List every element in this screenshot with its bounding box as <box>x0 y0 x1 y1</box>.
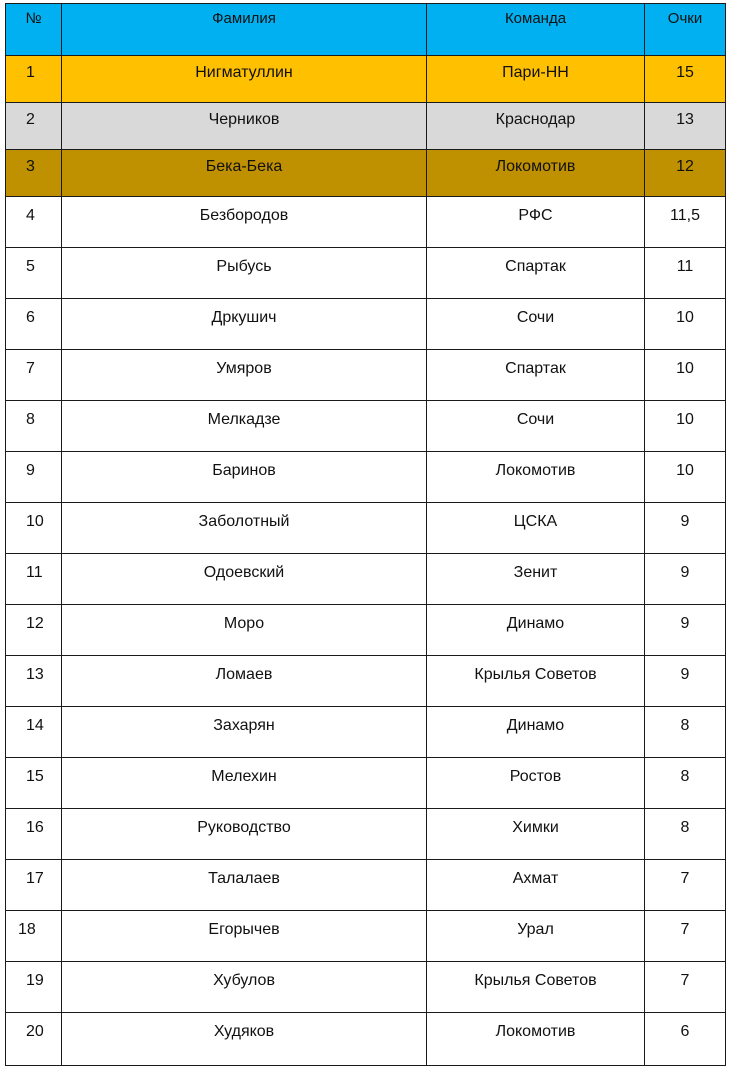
row-team: Урал <box>427 911 645 962</box>
row-team: Крылья Советов <box>427 962 645 1013</box>
table-row <box>6 56 726 103</box>
row-name: Хубулов <box>62 962 427 1013</box>
row-name: Моро <box>62 605 427 656</box>
table-row <box>6 860 726 911</box>
row-team: Крылья Советов <box>427 656 645 707</box>
row-num: 12 <box>6 605 62 656</box>
row-points: 9 <box>645 656 726 707</box>
row-name: Мелкадзе <box>62 401 427 452</box>
row-num: 18 <box>6 911 62 962</box>
row-name: Дркушич <box>62 299 427 350</box>
row-points: 9 <box>645 605 726 656</box>
row-name: Баринов <box>62 452 427 503</box>
row-name: Егорычев <box>62 911 427 962</box>
row-team: Сочи <box>427 401 645 452</box>
row-name: Руководство <box>62 809 427 860</box>
row-points: 7 <box>645 911 726 962</box>
row-points: 11 <box>645 248 726 299</box>
row-team: Сочи <box>427 299 645 350</box>
header-team: Команда <box>427 4 645 56</box>
table-row <box>6 452 726 503</box>
row-name: Черников <box>62 103 427 150</box>
row-points: 10 <box>645 299 726 350</box>
table-row <box>6 911 726 962</box>
row-num: 17 <box>6 860 62 911</box>
row-num: 10 <box>6 503 62 554</box>
row-team: Спартак <box>427 248 645 299</box>
row-points: 13 <box>645 103 726 150</box>
row-points: 10 <box>645 350 726 401</box>
row-num: 9 <box>6 452 62 503</box>
row-num: 5 <box>6 248 62 299</box>
row-points: 6 <box>645 1013 726 1066</box>
row-name: Ломаев <box>62 656 427 707</box>
table-row <box>6 103 726 150</box>
row-num: 2 <box>6 103 62 150</box>
row-name: Рыбусь <box>62 248 427 299</box>
row-num: 14 <box>6 707 62 758</box>
row-name: Худяков <box>62 1013 427 1066</box>
row-num: 16 <box>6 809 62 860</box>
row-name: Нигматуллин <box>62 56 427 103</box>
table-row <box>6 248 726 299</box>
table-row <box>6 554 726 605</box>
row-team: Динамо <box>427 707 645 758</box>
row-points: 9 <box>645 554 726 605</box>
row-points: 10 <box>645 452 726 503</box>
row-name: Мелехин <box>62 758 427 809</box>
row-num: 15 <box>6 758 62 809</box>
row-num: 11 <box>6 554 62 605</box>
table-row <box>6 758 726 809</box>
row-num: 3 <box>6 150 62 197</box>
row-name: Бека-Бека <box>62 150 427 197</box>
row-points: 7 <box>645 962 726 1013</box>
row-team: Пари-НН <box>427 56 645 103</box>
row-name: Безбородов <box>62 197 427 248</box>
row-name: Умяров <box>62 350 427 401</box>
table-header-row <box>6 4 726 56</box>
table-row <box>6 503 726 554</box>
row-points: 8 <box>645 809 726 860</box>
row-num: 20 <box>6 1013 62 1066</box>
table-row <box>6 656 726 707</box>
row-num: 7 <box>6 350 62 401</box>
table-row <box>6 150 726 197</box>
row-team: Локомотив <box>427 452 645 503</box>
row-name: Одоевский <box>62 554 427 605</box>
row-team: Ахмат <box>427 860 645 911</box>
row-points: 11,5 <box>645 197 726 248</box>
row-num: 8 <box>6 401 62 452</box>
row-num: 13 <box>6 656 62 707</box>
ranking-table <box>5 3 726 1066</box>
header-name: Фамилия <box>62 4 427 56</box>
row-team: ЦСКА <box>427 503 645 554</box>
row-points: 8 <box>645 758 726 809</box>
row-num: 6 <box>6 299 62 350</box>
table-row <box>6 1013 726 1066</box>
table-row <box>6 299 726 350</box>
row-points: 15 <box>645 56 726 103</box>
header-num: № <box>6 4 62 56</box>
row-team: Ростов <box>427 758 645 809</box>
row-team: РФС <box>427 197 645 248</box>
table-row <box>6 197 726 248</box>
row-team: Спартак <box>427 350 645 401</box>
row-num: 19 <box>6 962 62 1013</box>
row-name: Заболотный <box>62 503 427 554</box>
row-points: 10 <box>645 401 726 452</box>
table-row <box>6 605 726 656</box>
row-team: Краснодар <box>427 103 645 150</box>
table-row <box>6 809 726 860</box>
table-row <box>6 401 726 452</box>
table-row <box>6 962 726 1013</box>
row-num: 1 <box>6 56 62 103</box>
table-row <box>6 707 726 758</box>
header-points: Очки <box>645 4 726 56</box>
row-name: Захарян <box>62 707 427 758</box>
row-team: Химки <box>427 809 645 860</box>
row-points: 9 <box>645 503 726 554</box>
row-team: Зенит <box>427 554 645 605</box>
row-name: Талалаев <box>62 860 427 911</box>
row-points: 7 <box>645 860 726 911</box>
row-team: Локомотив <box>427 1013 645 1066</box>
table-row <box>6 350 726 401</box>
row-team: Локомотив <box>427 150 645 197</box>
row-num: 4 <box>6 197 62 248</box>
row-points: 8 <box>645 707 726 758</box>
row-points: 12 <box>645 150 726 197</box>
row-team: Динамо <box>427 605 645 656</box>
